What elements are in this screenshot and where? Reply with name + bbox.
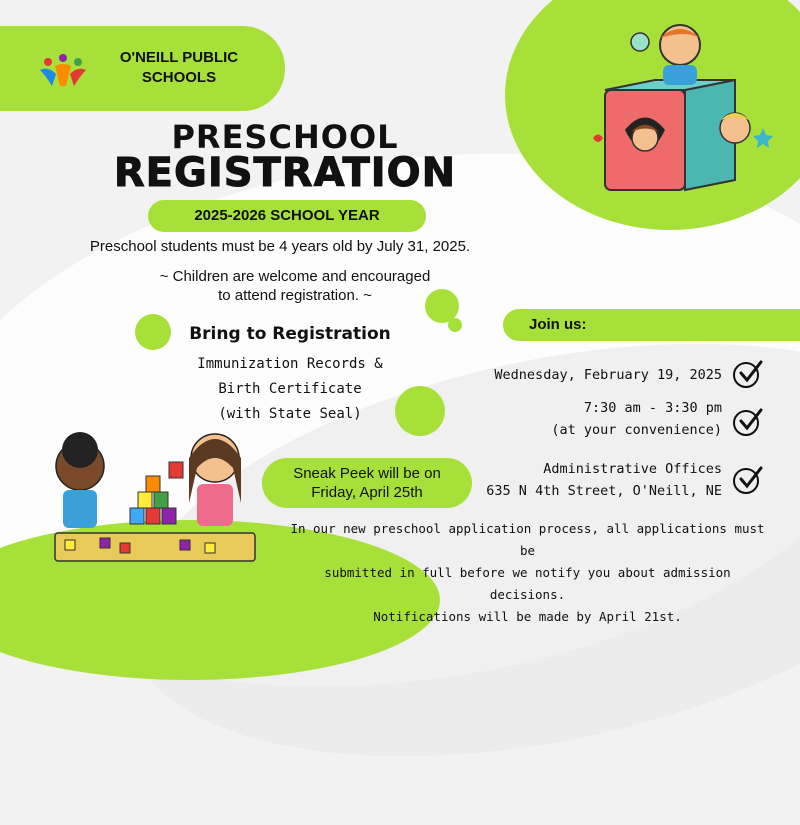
bring-title: Bring to Registration xyxy=(189,324,391,344)
welcome-message xyxy=(110,267,480,305)
bring-item: Birth Certificate xyxy=(218,381,362,397)
event-time-note: (at your convenience) xyxy=(551,422,722,438)
join-us-banner: Join us: xyxy=(503,309,800,341)
sneak-peek-line-1: Sneak Peek will be on xyxy=(293,465,441,482)
school-name: O'NEILL PUBLIC SCHOOLS xyxy=(119,49,239,86)
event-time xyxy=(551,397,722,441)
check-circle-icon xyxy=(733,468,759,494)
decorative-dot-small xyxy=(448,318,462,332)
notice-line-1: In our new preschool application process, all applications must be xyxy=(290,521,765,558)
welcome-line-2: to attend registration. ~ xyxy=(218,287,372,304)
event-time-hours: 7:30 am - 3:30 pm xyxy=(583,400,722,416)
event-location xyxy=(486,458,722,502)
notice-line-2: submitted in full before we notify you about admission decisions. xyxy=(324,565,731,602)
title-preschool: PRESCHOOL xyxy=(171,118,399,156)
sneak-peek-badge xyxy=(262,458,472,508)
kids-stacking-cups-illustration xyxy=(45,428,260,568)
age-requirement: Preschool students must be 4 years old by July 31, 2025. xyxy=(89,238,471,255)
sneak-peek-line-2: Friday, April 25th xyxy=(311,484,423,501)
welcome-line-1: ~ Children are welcome and encouraged xyxy=(159,268,431,285)
event-date: Wednesday, February 19, 2025 xyxy=(494,367,722,383)
check-circle-icon xyxy=(733,410,759,436)
title-registration: REGISTRATION xyxy=(113,150,457,196)
bring-item: (with State Seal) xyxy=(218,406,362,422)
bring-item: Immunization Records & xyxy=(197,356,383,372)
application-notice xyxy=(285,518,770,628)
event-location-name: Administrative Offices xyxy=(543,461,722,477)
kids-in-box-illustration xyxy=(585,20,775,200)
check-circle-icon xyxy=(733,362,759,388)
school-year-badge: 2025-2026 SCHOOL YEAR xyxy=(148,200,426,232)
event-location-address: 635 N 4th Street, O'Neill, NE xyxy=(486,483,722,499)
notice-line-3: Notifications will be made by April 21st. xyxy=(373,609,682,624)
school-logo-icon xyxy=(38,52,88,88)
